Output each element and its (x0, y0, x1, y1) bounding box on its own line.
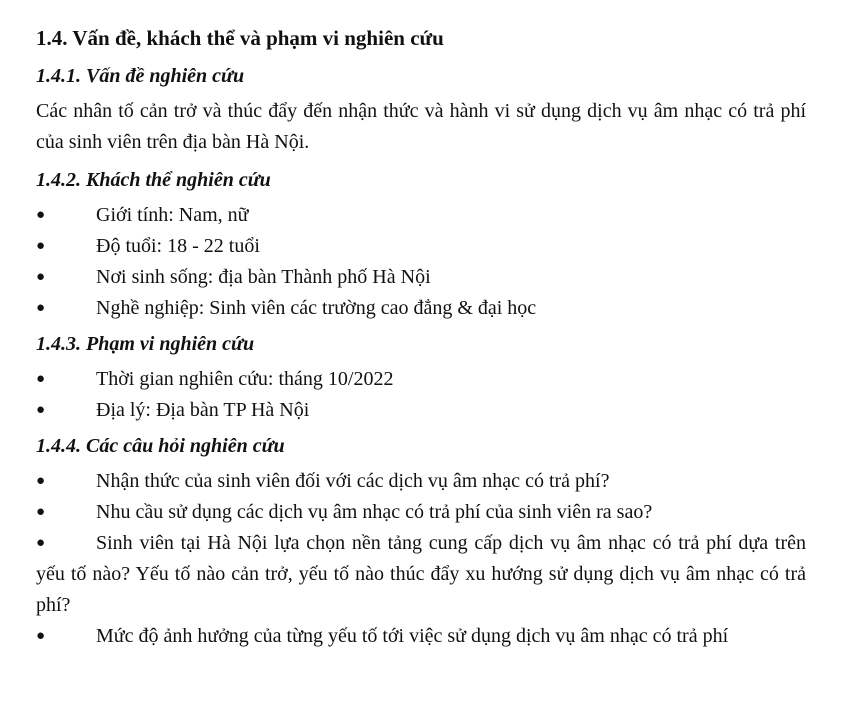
subsection-heading-research-questions: 1.4.4. Các câu hỏi nghiên cứu (36, 435, 285, 457)
subsection-heading-research-scope: 1.4.3. Phạm vi nghiên cứu (36, 333, 255, 355)
bullet-icon: ● (36, 238, 46, 254)
list-item (36, 528, 806, 621)
list-item (36, 497, 806, 528)
subsection-heading-research-problem: 1.4.1. Vấn đề nghiên cứu (36, 65, 245, 87)
list-item (36, 231, 806, 262)
list-item-text: Thời gian nghiên cứu: tháng 10/2022 (96, 368, 394, 390)
bullet-icon: ● (36, 504, 46, 520)
list-item-text: Nhận thức của sinh viên đối với các dịch vụ âm nhạc có trả phí? (96, 470, 610, 492)
list-item (36, 200, 806, 231)
list-item-text: Giới tính: Nam, nữ (96, 204, 249, 226)
list-item-text: Nơi sinh sống: địa bàn Thành phố Hà Nội (96, 266, 431, 288)
list-item-text: Nghề nghiệp: Sinh viên các trường cao đẳng & đại học (96, 297, 537, 319)
research-questions-list (36, 466, 806, 652)
document-page (36, 20, 806, 656)
bullet-icon: ● (36, 473, 46, 489)
list-item-text: Nhu cầu sử dụng các dịch vụ âm nhạc có trả phí của sinh viên ra sao? (96, 501, 653, 523)
list-item-text: Địa lý: Địa bàn TP Hà Nội (96, 399, 310, 421)
list-item (36, 364, 806, 395)
bullet-icon: ● (36, 402, 46, 418)
section-heading: 1.4. Vấn đề, khách thể và phạm vi nghiên cứu (36, 26, 444, 50)
bullet-icon: ● (36, 207, 46, 223)
list-item (36, 293, 806, 324)
list-item (36, 395, 806, 426)
bullet-icon: ● (36, 628, 46, 644)
bullet-icon: ● (36, 300, 46, 316)
bullet-icon: ● (36, 535, 46, 551)
list-item (36, 621, 806, 652)
research-subjects-list (36, 200, 806, 324)
list-item (36, 466, 806, 497)
subsection-heading-research-subjects: 1.4.2. Khách thể nghiên cứu (36, 169, 271, 191)
list-item-text: Sinh viên tại Hà Nội lựa chọn nền tảng cung cấp dịch vụ âm nhạc có trả phí dựa trên yếu tố nào? Yếu tố nào cản trở, yếu tố nào thúc đẩy xu hướng sử dụng dịch vụ âm nhạc có trả phí? (36, 532, 806, 616)
bullet-icon: ● (36, 269, 46, 285)
list-item (36, 262, 806, 293)
research-problem-paragraph: Các nhân tố cản trở và thúc đẩy đến nhận thức và hành vi sử dụng dịch vụ âm nhạc có trả phí của sinh viên trên địa bàn Hà Nội. (36, 100, 806, 153)
research-scope-list (36, 364, 806, 426)
list-item-text: Độ tuổi: 18 - 22 tuổi (96, 235, 260, 257)
bullet-icon: ● (36, 371, 46, 387)
list-item-text: Mức độ ảnh hưởng của từng yếu tố tới việc sử dụng dịch vụ âm nhạc có trả phí (96, 625, 729, 647)
